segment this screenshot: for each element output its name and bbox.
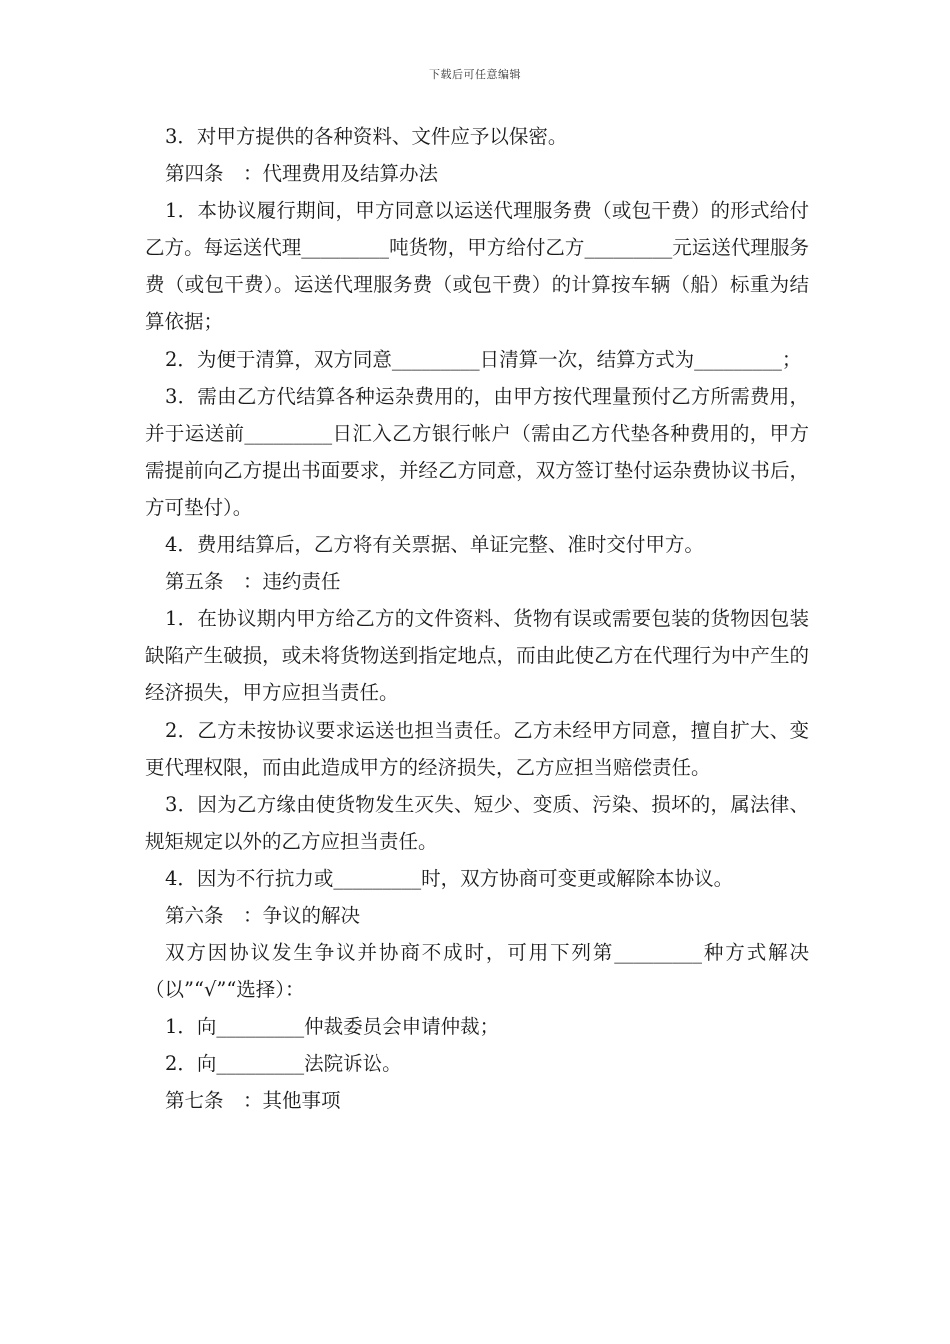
- article-7-heading: 第七条 ：其他事项: [165, 1089, 341, 1113]
- article-4-heading: 第四条 ：代理费用及结算办法: [165, 162, 439, 186]
- clause-4-1-service-fee: 1．本协议履行期间，甲方同意以运送代理服务费（或包干费）的形式给付乙方。每运送代理_________吨货物，甲方给付乙方_________元运送代理服务费（或包干费）。运送代理服务费（或包干费）的计算按车辆（船）标重为结算依据；: [145, 199, 809, 334]
- article-5-heading: 第五条 ：违约责任: [165, 570, 341, 594]
- document-body: [145, 118, 809, 1120]
- clause-6-dispute-intro: 双方因协议发生争议并协商不成时，可用下列第_________种方式解决（以”“√”“选择）：: [145, 941, 809, 1002]
- clause-5-3-goods-damage: 3．因为乙方缘由使货物发生灭失、短少、变质、污染、损坏的，属法律、规矩规定以外的乙方应担当责任。: [145, 792, 809, 853]
- clause-4-4-documents: 4．费用结算后，乙方将有关票据、单证完整、准时交付甲方。: [165, 533, 704, 557]
- clause-4-3-prepayment: 3．需由乙方代结算各种运杂费用的，由甲方按代理量预付乙方所需费用，并于运送前_________日汇入乙方银行帐户（需由乙方代垫各种费用的，甲方需提前向乙方提出书面要求，并经乙方同意，双方签订垫付运杂费协议书后，方可垫付）。: [145, 384, 809, 519]
- clause-5-2-party-b-liability: 2．乙方未按协议要求运送也担当责任。乙方未经甲方同意，擅自扩大、变更代理权限，而由此造成甲方的经济损失，乙方应担当赔偿责任。: [145, 718, 809, 779]
- clause-5-1-party-a-liability: 1．在协议期内甲方给乙方的文件资料、货物有误或需要包装的货物因包装缺陷产生破损，或未将货物送到指定地点，而由此使乙方在代理行为中产生的经济损失，甲方应担当责任。: [145, 607, 809, 705]
- clause-6-1-arbitration: 1．向_________仲裁委员会申请仲裁；: [165, 1015, 500, 1039]
- clause-3-confidentiality: 3．对甲方提供的各种资料、文件应予以保密。: [165, 125, 568, 148]
- clause-5-4-force-majeure: 4．因为不行抗力或_________时，双方协商可变更或解除本协议。: [165, 866, 734, 890]
- article-6-heading: 第六条 ：争议的解决: [165, 903, 361, 927]
- clause-4-2-settlement: 2．为便于清算，双方同意_________日清算一次，结算方式为_________；: [165, 347, 802, 371]
- page-header: 下载后可任意编辑: [429, 68, 521, 81]
- clause-6-2-litigation: 2．向_________法院诉讼。: [165, 1052, 402, 1076]
